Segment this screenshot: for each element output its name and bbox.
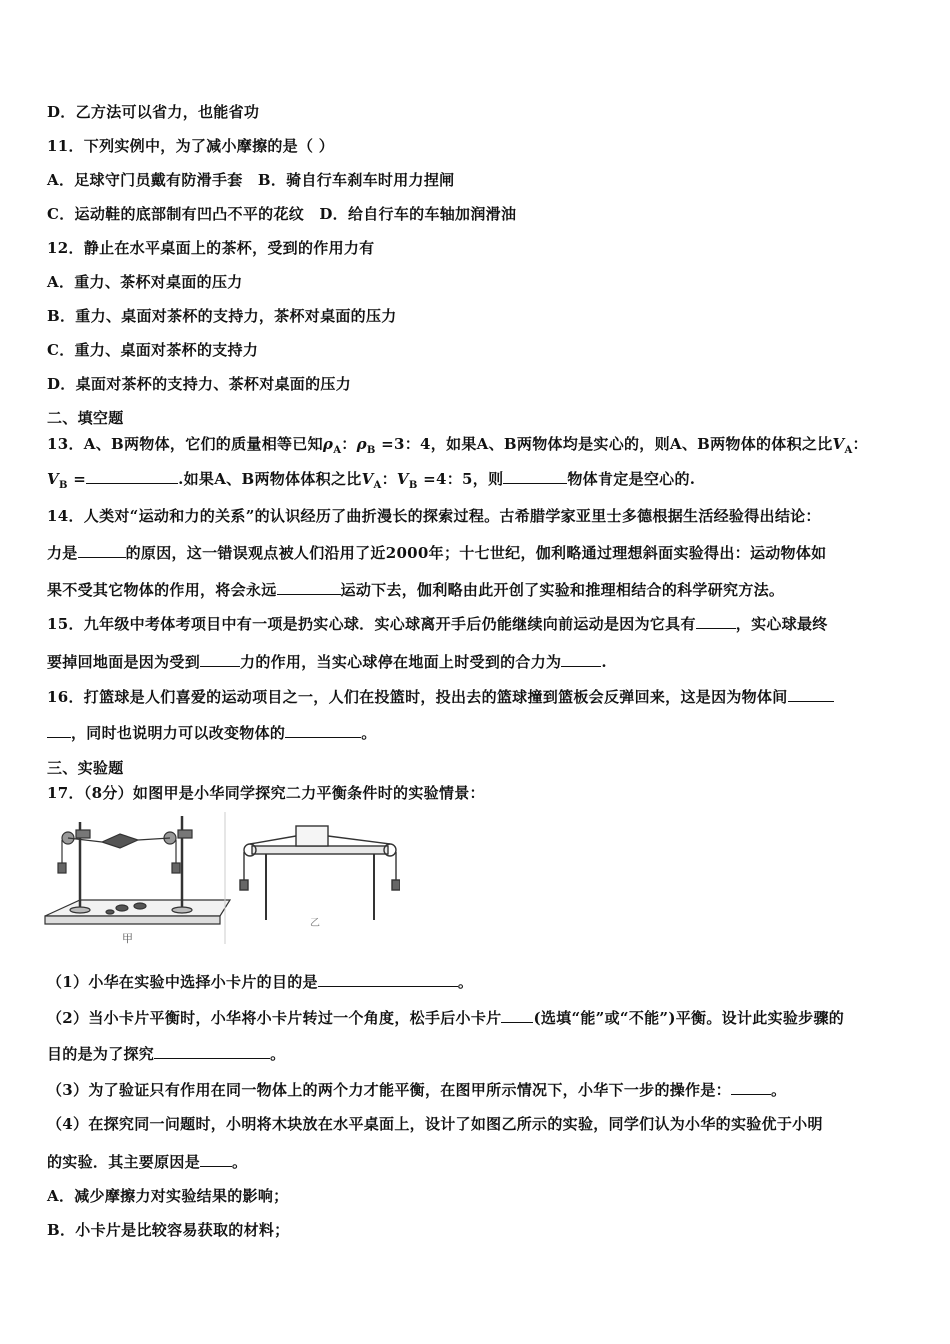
q15-text: .	[601, 653, 607, 671]
answer-blank[interactable]	[696, 614, 736, 629]
v-symbol: V	[396, 470, 409, 488]
q15-line2	[47, 652, 607, 672]
q17-option-a: A．减少摩擦力对实验结果的影响；	[47, 1187, 289, 1205]
q17-part2-line2	[47, 1044, 285, 1064]
q17-text: 。	[457, 973, 474, 991]
q13-colon: ：	[381, 470, 397, 488]
q12-stem: 12．静止在水平桌面上的茶杯，受到的作用力有	[47, 239, 375, 257]
q16-text: 。	[361, 724, 377, 742]
v-symbol: V	[47, 470, 59, 488]
q15-text: ，实心球最终	[735, 615, 828, 633]
q14-text: 力是	[47, 544, 78, 562]
q17-part1	[47, 972, 473, 992]
answer-blank[interactable]	[503, 469, 567, 484]
q13-colon: ：	[341, 435, 357, 453]
answer-blank[interactable]	[285, 723, 361, 738]
answer-blank[interactable]	[154, 1044, 270, 1059]
q15-text: 力的作用，当实心球停在地面上时受到的合力为	[240, 653, 562, 671]
q17-text: （3）为了验证只有作用在同一物体上的两个力才能平衡，在图甲所示情况下，小华下一步的操作是：	[47, 1081, 731, 1099]
figure-jia	[45, 816, 230, 924]
q12-option-d: D．桌面对茶杯的支持力、茶杯对桌面的压力	[47, 375, 352, 393]
q13-mid-text: .如果A、B两物体体积之比	[178, 470, 362, 488]
sub-a: A	[844, 445, 853, 456]
q13-end-text: 物体肯定是空心的.	[567, 470, 696, 488]
q14-text: 果不受其它物体的作用，将会永远	[47, 581, 277, 599]
answer-blank[interactable]	[731, 1080, 771, 1095]
q17-text: 目的是为了探究	[47, 1045, 155, 1063]
sub-a: A	[373, 480, 382, 491]
q13-line1	[47, 434, 868, 461]
section-fill-blank: 二、填空题	[47, 409, 124, 427]
answer-blank[interactable]	[200, 1152, 232, 1167]
q13-ratio-text: =3：4，如果A、B两物体均是实心的，则A、B两物体的体积之比	[375, 435, 833, 453]
q11-options-cd: C．运动鞋的底部制有凹凸不平的花纹 D．给自行车的车轴加润滑油	[47, 205, 517, 223]
answer-blank[interactable]	[277, 580, 341, 595]
q17-part2-line1	[47, 1008, 844, 1028]
q14-line2	[47, 543, 826, 563]
experiment-figure	[40, 808, 400, 948]
q13-text-a: 13．A、B两物体，它们的质量相等已知	[47, 435, 323, 453]
q11-options-ab: A．足球守门员戴有防滑手套 B．骑自行车刹车时用力捏闸	[47, 171, 455, 189]
q16-text: 16．打篮球是人们喜爱的运动项目之一，人们在投篮时，投出去的篮球撞到篮板会反弹回来，这是因为物体间	[47, 688, 788, 706]
sub-b: B	[366, 445, 376, 456]
q14-text: 的原因，这一错误观点被人们沿用了近2000年；十七世纪，伽利略通过理想斜面实验得出：运动物体如	[125, 544, 827, 562]
q10-option-d: D．乙方法可以省力，也能省功	[47, 103, 260, 121]
answer-blank[interactable]	[200, 652, 240, 667]
q12-option-b: B．重力、桌面对茶杯的支持力，茶杯对桌面的压力	[47, 307, 397, 325]
q17-text: 的实验．其主要原因是	[47, 1153, 201, 1171]
q17-text: 。	[232, 1153, 248, 1171]
figure-label-jia: 甲	[122, 932, 133, 945]
q17-part4-line1: （4）在探究同一问题时，小明将木块放在水平桌面上，设计了如图乙所示的实验，同学们认为小华的实验优于小明	[47, 1115, 823, 1133]
q17-text: （2）当小卡片平衡时，小华将小卡片转过一个角度，松手后小卡片	[47, 1009, 502, 1027]
q16-line1	[47, 687, 834, 707]
answer-blank[interactable]	[788, 687, 834, 702]
q13-ratio2-text: =4：5，则	[417, 470, 504, 488]
sub-b: B	[408, 480, 418, 491]
q16-text: ，同时也说明力可以改变物体的	[71, 724, 286, 742]
q14-text: 运动下去，伽利略由此开创了实验和推理相结合的科学研究方法。	[340, 581, 785, 599]
sub-b: B	[58, 480, 68, 491]
answer-blank[interactable]	[86, 469, 178, 484]
q13-eq: =	[67, 470, 87, 488]
figure-label-yi: 乙	[310, 918, 320, 929]
q14-line1: 14．人类对“运动和力的关系”的认识经历了曲折漫长的探索过程。古希腊学家亚里士多德根据生活经验得出结论：	[47, 507, 821, 525]
q17-text: 。	[770, 1081, 787, 1099]
q11-stem: 11．下列实例中，为了减小摩擦的是（ ）	[47, 137, 335, 155]
q17-part3	[47, 1080, 786, 1100]
v-symbol: V	[361, 470, 374, 488]
answer-blank[interactable]	[501, 1008, 533, 1023]
answer-blank[interactable]	[318, 972, 458, 987]
answer-blank[interactable]	[561, 652, 601, 667]
q14-line3	[47, 580, 784, 600]
sub-a: A	[333, 445, 342, 456]
q17-stem: 17．（8分）如图甲是小华同学探究二力平衡条件时的实验情景：	[47, 784, 485, 802]
q17-option-b: B．小卡片是比较容易获取的材料；	[47, 1221, 290, 1239]
q17-part4-line2	[47, 1152, 247, 1172]
answer-blank[interactable]	[78, 543, 126, 558]
q13-colon: ：	[852, 435, 868, 453]
answer-blank[interactable]	[47, 723, 71, 738]
q16-line2	[47, 723, 377, 743]
q17-text: 。	[270, 1045, 286, 1063]
v-symbol: V	[832, 435, 845, 453]
q12-option-c: C．重力、桌面对茶杯的支持力	[47, 341, 259, 359]
q13-line2	[47, 469, 695, 496]
rho-symbol: ρ	[356, 435, 367, 453]
section-experiment: 三、实验题	[47, 759, 124, 777]
q15-line1	[47, 614, 828, 634]
q15-text: 要掉回地面是因为受到	[47, 653, 201, 671]
q17-text: (选填“能”或“不能”)平衡。设计此实验步骤的	[533, 1009, 845, 1027]
q17-text: （1）小华在实验中选择小卡片的目的是	[47, 973, 318, 991]
q12-option-a: A．重力、茶杯对桌面的压力	[47, 273, 243, 291]
q15-text: 15．九年级中考体考项目中有一项是扔实心球．实心球离开手后仍能继续向前运动是因为它具有	[47, 615, 696, 633]
rho-symbol: ρ	[322, 435, 334, 453]
